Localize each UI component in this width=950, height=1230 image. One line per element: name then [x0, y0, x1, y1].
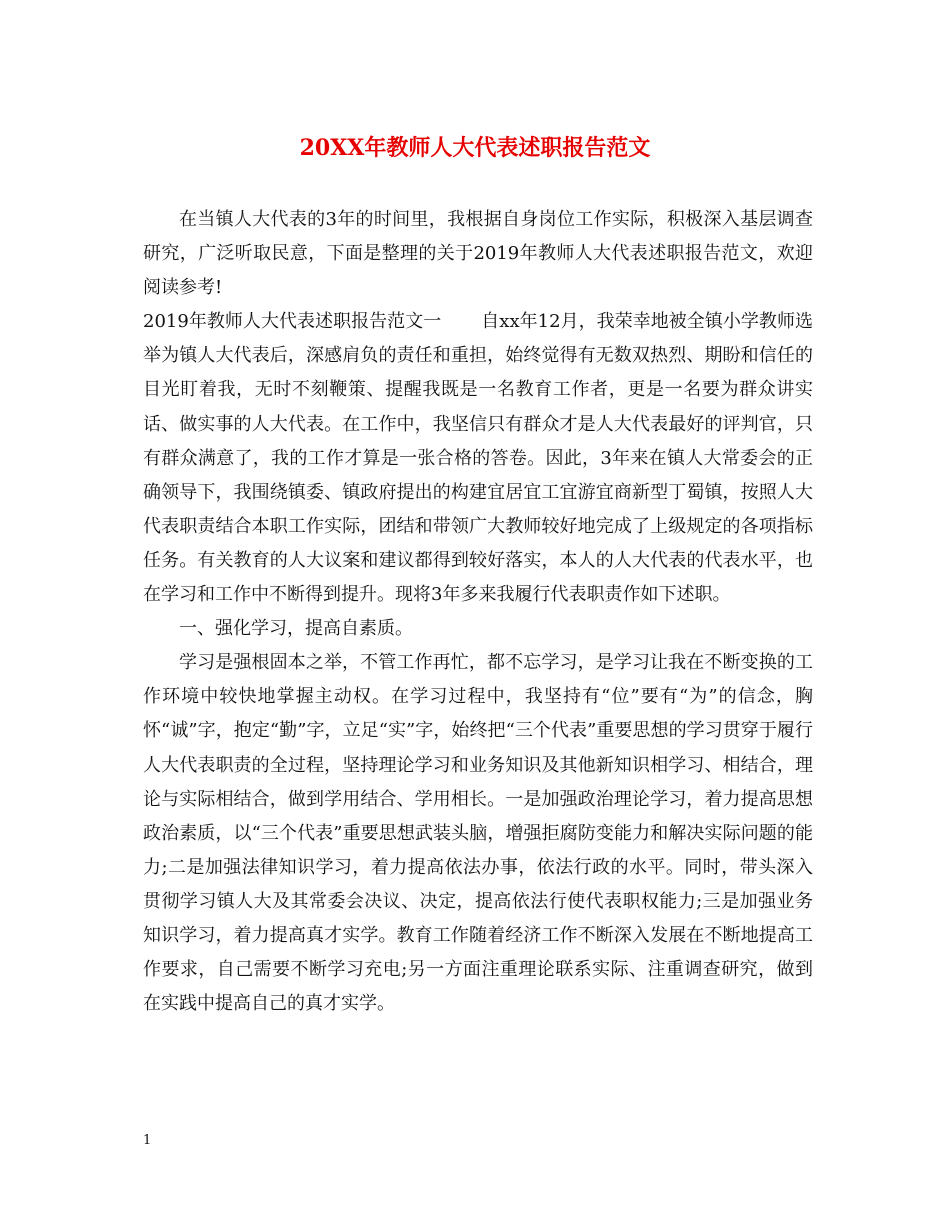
paragraph-two: 学习是强根固本之举，不管工作再忙，都不忘学习，是学习让我在不断变换的工作环境中较快地掌握主动权。在学习过程中，我坚持有“位”要有“为”的信念，胸怀“诚”字，抱定“勤”字，立足“实”字，始终把“三个代表”重要思想的学习贯穿于履行人大代表职责的全过程，坚持理论学习和业务知识及其他新知识相学习、相结合，理论与实际相结合，做到学用结合、学用相长。一是加强政治理论学习，着力提高思想政治素质，以“三个代表”重要思想武装头脑，增强拒腐防变能力和解决实际问题的能力;二是加强法律知识学习，着力提高依法办事，依法行政的水平。同时，带头深入贯彻学习镇人大及其常委会决议、决定，提高依法行使代表职权能力;三是加强业务知识学习，着力提高真才实学。教育工作随着经济工作不断深入发展在不断地提高工作要求，自己需要不断学习充电;另一方面注重理论联系实际、注重调查研究，做到在实践中提高自己的真才实学。	[143, 652, 813, 1015]
subheading-one: 一、强化学习，提高自素质。	[179, 618, 413, 640]
paragraph-one: 自xx年12月，我荣幸地被全镇小学教师选举为镇人大代表后，深感肩负的责任和重担，始终觉得有无数双热烈、期盼和信任的目光盯着我，无时不刻鞭策、提醒我既是一名教育工作者，更是一名要为群众讲实话、做实事的人大代表。在工作中，我坚信只有群众才是人大代表最好的评判官，只有群众满意了，我的工作才算是一张合格的答卷。因此，3年来在镇人大常委会的正确领导下，我围绕镇委、镇政府提出的构建宜居宜工宜游宜商新型丁蜀镇，按照人大代表职责结合本职工作实际，团结和带领广大教师较好地完成了上级规定的各项指标任务。有关教育的人大议案和建议都得到较好落实，本人的人大代表的代表水平，也在学习和工作中不断得到提升。现将3年多来我履行代表职责作如下述职。	[143, 311, 813, 606]
document-body	[143, 203, 813, 1021]
section-heading: 2019年教师人大代表述职报告范文一	[143, 311, 442, 333]
page-number: 1	[143, 1133, 152, 1148]
intro-paragraph: 在当镇人大代表的3年的时间里，我根据自身岗位工作实际，积极深入基层调查研究，广泛听取民意，下面是整理的关于2019年教师人大代表述职报告范文，欢迎阅读参考!	[143, 209, 813, 299]
section-paragraph	[143, 305, 813, 612]
document-title: 20XX年教师人大代表述职报告范文	[299, 135, 651, 161]
